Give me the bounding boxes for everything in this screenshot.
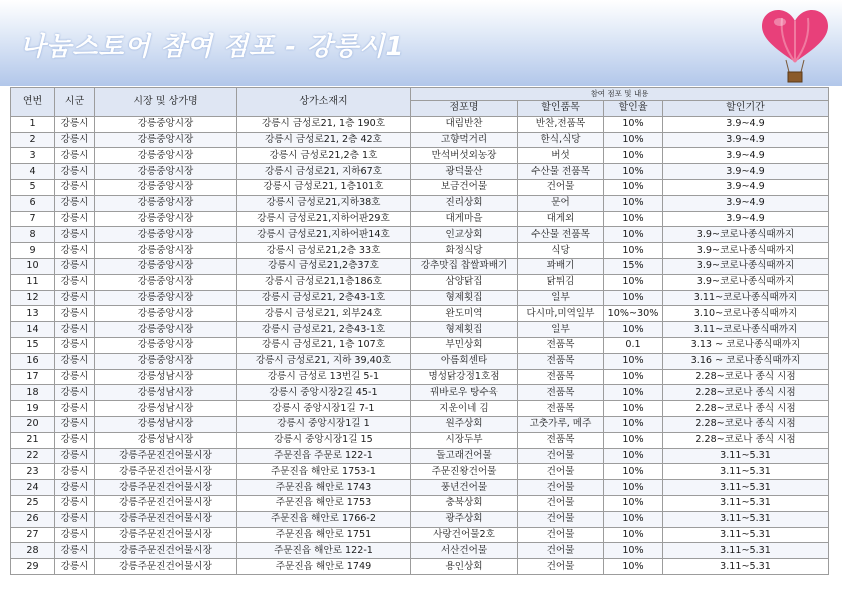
cell-item: 일부 [518, 290, 604, 306]
cell-market: 강릉중앙시장 [95, 179, 237, 195]
cell-item: 전품목 [518, 385, 604, 401]
cell-item: 건어물 [518, 543, 604, 559]
cell-period: 3.11~5.31 [663, 511, 829, 527]
cell-period: 3.9~4.9 [663, 211, 829, 227]
cell-rate: 15% [604, 258, 663, 274]
cell-address: 강릉시 금성로21,2층 33호 [237, 243, 411, 259]
cell-period: 3.9~4.9 [663, 148, 829, 164]
table-row [11, 495, 829, 511]
cell-market: 강릉중앙시장 [95, 243, 237, 259]
cell-no: 27 [11, 527, 55, 543]
cell-store: 형제횟집 [411, 290, 518, 306]
cell-address: 강릉시 금성로21,지하38호 [237, 195, 411, 211]
cell-city: 강릉시 [55, 559, 95, 575]
cell-city: 강릉시 [55, 290, 95, 306]
cell-period: 3.11~5.31 [663, 495, 829, 511]
cell-store: 만석버섯외농장 [411, 148, 518, 164]
cell-city: 강릉시 [55, 164, 95, 180]
cell-store: 인교상회 [411, 227, 518, 243]
cell-market: 강릉중앙시장 [95, 132, 237, 148]
cell-store: 보금건어물 [411, 179, 518, 195]
cell-no: 26 [11, 511, 55, 527]
cell-period: 3.9~코로나종식때까지 [663, 227, 829, 243]
cell-address: 주문진읍 주문로 122-1 [237, 448, 411, 464]
cell-address: 강릉시 금성로21, 외부24호 [237, 306, 411, 322]
cell-item: 닭튀김 [518, 274, 604, 290]
cell-item: 꽈배기 [518, 258, 604, 274]
cell-no: 19 [11, 401, 55, 417]
cell-address: 주문진읍 해안로 122-1 [237, 543, 411, 559]
cell-market: 강릉주문진건어물시장 [95, 543, 237, 559]
table-row [11, 132, 829, 148]
cell-rate: 10% [604, 148, 663, 164]
header-city: 시군 [55, 88, 95, 117]
cell-period: 3.11~코로나종식때까지 [663, 322, 829, 338]
cell-market: 강릉중앙시장 [95, 258, 237, 274]
cell-store: 사랑건어물2호 [411, 527, 518, 543]
cell-period: 2.28~코로나 종식 시점 [663, 385, 829, 401]
cell-address: 강릉시 중앙시장2길 45-1 [237, 385, 411, 401]
cell-item: 전품목 [518, 337, 604, 353]
cell-period: 3.10~코로나종식때까지 [663, 306, 829, 322]
cell-no: 6 [11, 195, 55, 211]
cell-store: 충북상회 [411, 495, 518, 511]
cell-no: 16 [11, 353, 55, 369]
cell-address: 주문진읍 해안로 1766-2 [237, 511, 411, 527]
table-row [11, 258, 829, 274]
cell-no: 17 [11, 369, 55, 385]
cell-no: 28 [11, 543, 55, 559]
cell-rate: 10% [604, 401, 663, 417]
cell-address: 강릉시 금성로21, 2층43-1호 [237, 322, 411, 338]
cell-no: 23 [11, 464, 55, 480]
cell-city: 강릉시 [55, 274, 95, 290]
cell-city: 강릉시 [55, 448, 95, 464]
header-rate: 할인율 [604, 101, 663, 117]
cell-store: 화정식당 [411, 243, 518, 259]
cell-no: 22 [11, 448, 55, 464]
cell-item: 한식,식당 [518, 132, 604, 148]
cell-address: 강릉시 금성로21,1층186호 [237, 274, 411, 290]
table-row [11, 385, 829, 401]
cell-rate: 10% [604, 353, 663, 369]
cell-no: 14 [11, 322, 55, 338]
cell-market: 강릉주문진건어물시장 [95, 527, 237, 543]
cell-item: 건어물 [518, 527, 604, 543]
cell-market: 강릉중앙시장 [95, 290, 237, 306]
cell-rate: 10% [604, 290, 663, 306]
cell-market: 강릉주문진건어물시장 [95, 495, 237, 511]
cell-store: 지운이네 김 [411, 401, 518, 417]
cell-address: 강릉시 금성로21,지하어판14호 [237, 227, 411, 243]
table-row [11, 290, 829, 306]
cell-market: 강릉성남시장 [95, 432, 237, 448]
cell-address: 강릉시 금성로 13번길 5-1 [237, 369, 411, 385]
header-period: 할인기간 [663, 101, 829, 117]
cell-rate: 10% [604, 116, 663, 132]
cell-market: 강릉주문진건어물시장 [95, 511, 237, 527]
cell-item: 전품목 [518, 432, 604, 448]
cell-city: 강릉시 [55, 258, 95, 274]
cell-period: 2.28~코로나 종식 시점 [663, 401, 829, 417]
cell-no: 11 [11, 274, 55, 290]
cell-address: 주문진읍 해안로 1751 [237, 527, 411, 543]
cell-rate: 10% [604, 448, 663, 464]
cell-address: 강릉시 금성로21, 1층 107호 [237, 337, 411, 353]
cell-city: 강릉시 [55, 543, 95, 559]
cell-item: 문어 [518, 195, 604, 211]
cell-market: 강릉중앙시장 [95, 211, 237, 227]
cell-period: 2.28~코로나 종식 시점 [663, 416, 829, 432]
cell-market: 강릉중앙시장 [95, 164, 237, 180]
table-row [11, 353, 829, 369]
cell-city: 강릉시 [55, 227, 95, 243]
page-title: 나눔스토어 참여 점포 - 강릉시1 [20, 32, 405, 62]
cell-item: 건어물 [518, 480, 604, 496]
cell-city: 강릉시 [55, 480, 95, 496]
cell-item: 버섯 [518, 148, 604, 164]
cell-rate: 10% [604, 511, 663, 527]
cell-city: 강릉시 [55, 495, 95, 511]
heart-balloon-icon [760, 8, 830, 86]
cell-market: 강릉주문진건어물시장 [95, 448, 237, 464]
cell-period: 3.11~5.31 [663, 480, 829, 496]
cell-store: 광덕물산 [411, 164, 518, 180]
cell-no: 4 [11, 164, 55, 180]
cell-store: 형제횟집 [411, 322, 518, 338]
cell-rate: 10% [604, 274, 663, 290]
cell-item: 고춧가루, 메주 [518, 416, 604, 432]
cell-city: 강릉시 [55, 132, 95, 148]
cell-no: 1 [11, 116, 55, 132]
cell-period: 3.13 ~ 코로나종식때까지 [663, 337, 829, 353]
cell-rate: 10% [604, 369, 663, 385]
cell-market: 강릉중앙시장 [95, 337, 237, 353]
cell-city: 강릉시 [55, 401, 95, 417]
cell-store: 돌고래건어물 [411, 448, 518, 464]
cell-store: 광주상회 [411, 511, 518, 527]
cell-rate: 10% [604, 385, 663, 401]
table-row [11, 227, 829, 243]
cell-period: 3.11~5.31 [663, 527, 829, 543]
table-row [11, 401, 829, 417]
cell-no: 29 [11, 559, 55, 575]
cell-market: 강릉주문진건어물시장 [95, 464, 237, 480]
table-body [11, 116, 829, 574]
cell-address: 주문진읍 해안로 1753 [237, 495, 411, 511]
table-row [11, 448, 829, 464]
table-row [11, 116, 829, 132]
cell-item: 전품목 [518, 353, 604, 369]
cell-store: 풍년건어물 [411, 480, 518, 496]
store-table [10, 87, 829, 575]
cell-city: 강릉시 [55, 179, 95, 195]
cell-rate: 10% [604, 227, 663, 243]
cell-no: 12 [11, 290, 55, 306]
cell-store: 부민상회 [411, 337, 518, 353]
cell-rate: 10% [604, 195, 663, 211]
cell-period: 3.16 ~ 코로나종식때까지 [663, 353, 829, 369]
table-row [11, 179, 829, 195]
cell-rate: 0.1 [604, 337, 663, 353]
cell-period: 3.9~코로나종식때까지 [663, 258, 829, 274]
cell-item: 건어물 [518, 559, 604, 575]
cell-period: 3.9~4.9 [663, 116, 829, 132]
table-row [11, 243, 829, 259]
cell-rate: 10% [604, 480, 663, 496]
cell-rate: 10% [604, 179, 663, 195]
cell-city: 강릉시 [55, 416, 95, 432]
cell-rate: 10% [604, 432, 663, 448]
header-store: 점포명 [411, 101, 518, 117]
table-row [11, 543, 829, 559]
cell-address: 주문진읍 해안로 1743 [237, 480, 411, 496]
cell-address: 강릉시 중앙시장1길 15 [237, 432, 411, 448]
table-row [11, 480, 829, 496]
cell-rate: 10% [604, 211, 663, 227]
cell-store: 삼양닭집 [411, 274, 518, 290]
cell-rate: 10% [604, 495, 663, 511]
cell-item: 전품목 [518, 401, 604, 417]
cell-rate: 10% [604, 243, 663, 259]
table-row [11, 432, 829, 448]
cell-store: 용인상회 [411, 559, 518, 575]
cell-period: 3.11~5.31 [663, 559, 829, 575]
header-group: 참여 점포 및 내용 [411, 88, 829, 101]
cell-store: 진리상회 [411, 195, 518, 211]
cell-no: 13 [11, 306, 55, 322]
cell-rate: 10% [604, 543, 663, 559]
header-address: 상가소재지 [237, 88, 411, 117]
cell-address: 강릉시 금성로21, 지하67호 [237, 164, 411, 180]
cell-period: 3.9~4.9 [663, 132, 829, 148]
cell-address: 강릉시 금성로21, 지하 39,40호 [237, 353, 411, 369]
cell-item: 건어물 [518, 448, 604, 464]
cell-address: 주문진읍 해안로 1749 [237, 559, 411, 575]
cell-address: 주문진읍 해안로 1753-1 [237, 464, 411, 480]
cell-item: 건어물 [518, 179, 604, 195]
table-row [11, 527, 829, 543]
cell-city: 강릉시 [55, 369, 95, 385]
table-row [11, 274, 829, 290]
cell-period: 3.9~4.9 [663, 195, 829, 211]
cell-market: 강릉중앙시장 [95, 148, 237, 164]
cell-market: 강릉성남시장 [95, 401, 237, 417]
cell-rate: 10% [604, 559, 663, 575]
cell-market: 강릉중앙시장 [95, 116, 237, 132]
cell-store: 강추맛집 찹쌀꽈배기 [411, 258, 518, 274]
cell-city: 강릉시 [55, 306, 95, 322]
cell-market: 강릉중앙시장 [95, 227, 237, 243]
cell-no: 9 [11, 243, 55, 259]
cell-rate: 10% [604, 527, 663, 543]
table-row [11, 337, 829, 353]
cell-city: 강릉시 [55, 322, 95, 338]
cell-period: 2.28~코로나 종식 시점 [663, 432, 829, 448]
cell-no: 18 [11, 385, 55, 401]
cell-city: 강릉시 [55, 337, 95, 353]
cell-market: 강릉중앙시장 [95, 274, 237, 290]
cell-city: 강릉시 [55, 385, 95, 401]
cell-period: 3.9~코로나종식때까지 [663, 243, 829, 259]
cell-item: 전품목 [518, 369, 604, 385]
cell-store: 서산건어물 [411, 543, 518, 559]
cell-market: 강릉중앙시장 [95, 306, 237, 322]
cell-period: 3.11~5.31 [663, 448, 829, 464]
cell-city: 강릉시 [55, 432, 95, 448]
cell-period: 3.9~코로나종식때까지 [663, 274, 829, 290]
cell-rate: 10% [604, 164, 663, 180]
cell-store: 꿔바로우 탕수육 [411, 385, 518, 401]
cell-no: 24 [11, 480, 55, 496]
cell-market: 강릉성남시장 [95, 416, 237, 432]
cell-item: 수산물 전품목 [518, 164, 604, 180]
cell-no: 2 [11, 132, 55, 148]
table-row [11, 195, 829, 211]
cell-no: 20 [11, 416, 55, 432]
cell-store: 명성닭강정1호점 [411, 369, 518, 385]
cell-address: 강릉시 금성로21,2층37호 [237, 258, 411, 274]
cell-rate: 10% [604, 322, 663, 338]
table-row [11, 148, 829, 164]
cell-city: 강릉시 [55, 511, 95, 527]
cell-period: 2.28~코로나 종식 시점 [663, 369, 829, 385]
cell-address: 강릉시 중앙시장1길 1 [237, 416, 411, 432]
cell-market: 강릉성남시장 [95, 385, 237, 401]
cell-city: 강릉시 [55, 243, 95, 259]
cell-item: 일부 [518, 322, 604, 338]
cell-market: 강릉주문진건어물시장 [95, 559, 237, 575]
header-item: 할인품목 [518, 101, 604, 117]
table-row [11, 464, 829, 480]
cell-no: 25 [11, 495, 55, 511]
cell-store: 고향먹거리 [411, 132, 518, 148]
cell-item: 식당 [518, 243, 604, 259]
cell-city: 강릉시 [55, 195, 95, 211]
cell-store: 주문진왕건어물 [411, 464, 518, 480]
cell-city: 강릉시 [55, 527, 95, 543]
cell-no: 10 [11, 258, 55, 274]
cell-market: 강릉중앙시장 [95, 322, 237, 338]
cell-period: 3.11~5.31 [663, 464, 829, 480]
cell-address: 강릉시 금성로21, 1층 190호 [237, 116, 411, 132]
cell-period: 3.9~4.9 [663, 179, 829, 195]
cell-item: 반찬,전품목 [518, 116, 604, 132]
cell-city: 강릉시 [55, 116, 95, 132]
cell-period: 3.11~5.31 [663, 543, 829, 559]
cell-no: 3 [11, 148, 55, 164]
cell-no: 21 [11, 432, 55, 448]
cell-market: 강릉성남시장 [95, 369, 237, 385]
cell-item: 건어물 [518, 464, 604, 480]
cell-city: 강릉시 [55, 353, 95, 369]
cell-store: 완도미역 [411, 306, 518, 322]
cell-store: 원주상회 [411, 416, 518, 432]
cell-no: 7 [11, 211, 55, 227]
cell-rate: 10% [604, 416, 663, 432]
cell-item: 건어물 [518, 495, 604, 511]
cell-address: 강릉시 금성로21, 2층43-1호 [237, 290, 411, 306]
cell-address: 강릉시 금성로21, 1층101호 [237, 179, 411, 195]
table-row [11, 322, 829, 338]
table-row [11, 416, 829, 432]
cell-item: 수산물 전품목 [518, 227, 604, 243]
cell-rate: 10% [604, 464, 663, 480]
cell-market: 강릉중앙시장 [95, 353, 237, 369]
cell-no: 5 [11, 179, 55, 195]
cell-no: 8 [11, 227, 55, 243]
cell-city: 강릉시 [55, 464, 95, 480]
cell-city: 강릉시 [55, 211, 95, 227]
cell-item: 대게외 [518, 211, 604, 227]
cell-item: 다시마,미역일부 [518, 306, 604, 322]
cell-city: 강릉시 [55, 148, 95, 164]
cell-rate: 10%~30% [604, 306, 663, 322]
cell-address: 강릉시 금성로21, 2층 42호 [237, 132, 411, 148]
cell-store: 대게마을 [411, 211, 518, 227]
table-row [11, 559, 829, 575]
cell-store: 대림반찬 [411, 116, 518, 132]
cell-period: 3.11~코로나종식때까지 [663, 290, 829, 306]
cell-no: 15 [11, 337, 55, 353]
header-no: 연번 [11, 88, 55, 117]
table-row [11, 211, 829, 227]
table-row [11, 511, 829, 527]
cell-address: 강릉시 금성로21,지하어판29호 [237, 211, 411, 227]
cell-period: 3.9~4.9 [663, 164, 829, 180]
table-row [11, 369, 829, 385]
cell-address: 강릉시 중앙시장1길 7-1 [237, 401, 411, 417]
cell-item: 건어물 [518, 511, 604, 527]
cell-address: 강릉시 금성로21,2층 1호 [237, 148, 411, 164]
cell-market: 강릉주문진건어물시장 [95, 480, 237, 496]
cell-store: 아름회센타 [411, 353, 518, 369]
table-row [11, 164, 829, 180]
table-row [11, 306, 829, 322]
header-market: 시장 및 상가명 [95, 88, 237, 117]
cell-rate: 10% [604, 132, 663, 148]
cell-market: 강릉중앙시장 [95, 195, 237, 211]
cell-store: 시장두부 [411, 432, 518, 448]
